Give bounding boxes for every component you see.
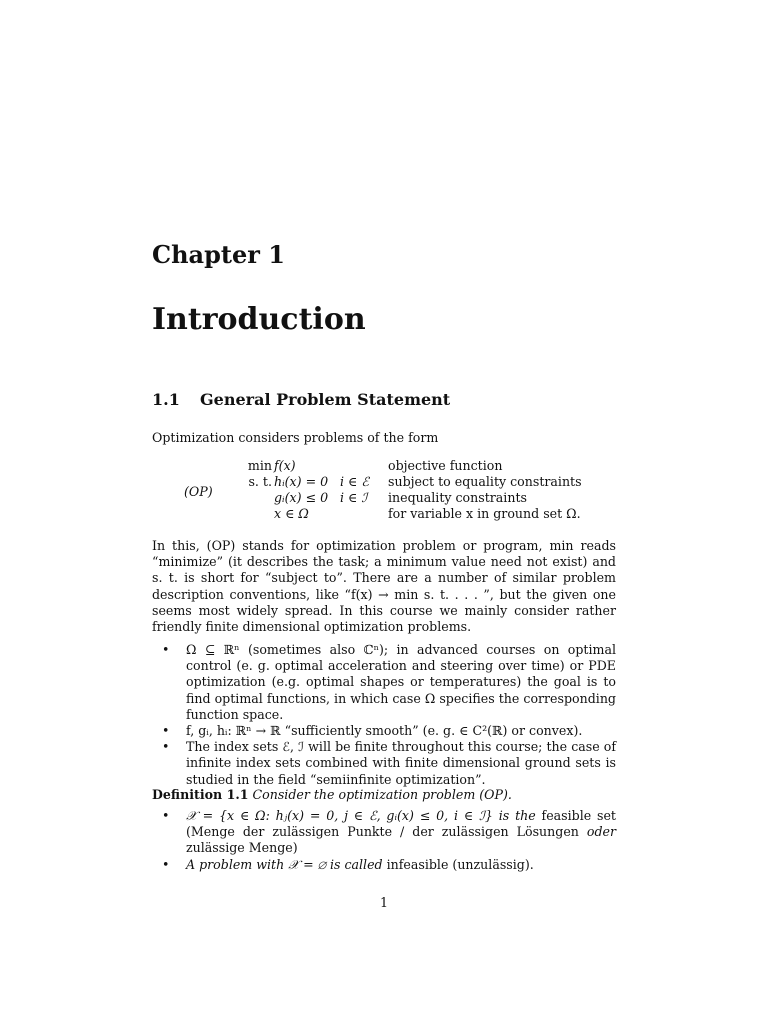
problem-expression: hᵢ(x) = 0	[274, 474, 329, 489]
chapter-title: Introduction	[152, 302, 366, 337]
intro-paragraph: Optimization considers problems of the form	[152, 430, 439, 445]
problem-operator: min	[247, 458, 272, 473]
section-number: 1.1	[152, 390, 180, 409]
problem-description: inequality constraints	[388, 490, 527, 505]
assumption-list	[152, 642, 616, 788]
problem-expression: f(x)	[274, 458, 296, 473]
problem-expression: x ∈ Ω	[274, 506, 309, 521]
definition-title: Definition 1.1	[152, 787, 249, 802]
op-paragraph: In this, (OP) stands for optimization problem or program, min reads “minimize” (it describes the task; a minimum value need not exist) and s. t. is short for “subject to”. There are a number of similar problem description conventions, like “f(x) → min s. t. . . . ”, but the given one seems most widely spread. In this course we mainly consider rather friendly finite dimensional optimization problems.	[152, 538, 616, 635]
list-item: • 𝒳 = {x ∈ Ω: hⱼ(x) = 0, j ∈ ℰ, gᵢ(x) ≤ 0, i ∈ ℐ} is the feasible set (Menge der zulässigen Punkte / der zulässigen Lösungen oder zulässige Menge)	[152, 808, 616, 857]
problem-description: objective function	[388, 458, 503, 473]
problem-description: for variable x in ground set Ω.	[388, 506, 581, 521]
page-number: 1	[379, 895, 388, 910]
list-item: • A problem with 𝒳 = ∅ is called infeasible (unzulässig).	[152, 857, 616, 873]
list-item: • f, gᵢ, hᵢ: ℝⁿ → ℝ “sufficiently smooth” (e. g. ∈ C²(ℝ) or convex).	[152, 723, 616, 739]
section-title: General Problem Statement	[200, 390, 451, 409]
problem-index: i ∈ ℰ	[340, 474, 369, 489]
definition-text: Consider the optimization problem (OP).	[252, 787, 512, 802]
definition-list	[152, 808, 616, 873]
problem-expression: gᵢ(x) ≤ 0	[274, 490, 329, 505]
problem-description: subject to equality constraints	[388, 474, 582, 489]
section-heading	[152, 390, 450, 409]
definition	[152, 787, 616, 803]
problem-index: i ∈ ℐ	[340, 490, 368, 505]
list-item: • Ω ⊆ ℝⁿ (sometimes also ℂⁿ); in advanced courses on optimal control (e. g. optimal acceleration and steering over time) or PDE optimization (e.g. optimal shapes or temperatures) the goal is to find optimal functions, in which case Ω specifies the corresponding function space.	[152, 642, 616, 723]
problem-operator: s. t.	[248, 474, 272, 489]
problem-formulation	[152, 458, 616, 530]
chapter-label: Chapter 1	[152, 240, 285, 269]
problem-label: (OP)	[184, 484, 213, 499]
list-item: • The index sets ℰ, ℐ will be finite throughout this course; the case of infinite index sets combined with finite dimensional ground sets is studied in the field “semiinfinite optimization”.	[152, 739, 616, 788]
